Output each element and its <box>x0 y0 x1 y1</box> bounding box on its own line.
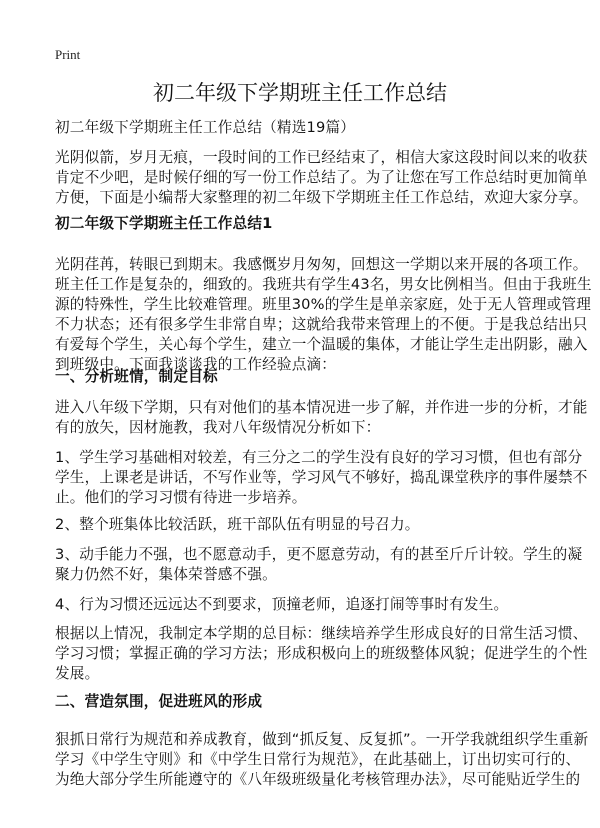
text-line: 有爱每个学生，关心每个学生，建立一个温暖的集体，才能让学生走出阴影，融入 <box>55 336 588 353</box>
text-line: 光阴似箭，岁月无痕，一段时间的工作已经结束了，相信大家这段时间以来的收获 <box>55 149 588 166</box>
intro-paragraph <box>55 148 588 208</box>
text-line: 3、动手能力不强，也不愿意动手，更不愿意劳动，有的甚至斤斤计较。学生的凝 <box>55 546 583 563</box>
text-line: 肯定不少吧，是时候仔细的写一份工作总结了。为了让您在写工作总结时更加简单 <box>55 169 588 186</box>
list-item-2 <box>55 515 555 535</box>
text-line: 方便，下面是小编帮大家整理的初二年级下学期班主任工作总结，欢迎大家分享。 <box>55 189 588 206</box>
text-line: 班主任工作是复杂的，细致的。我班共有学生43名，男女比例相当。但由于我班生 <box>55 276 592 293</box>
text-line: 学习《中学生守则》和《中学生日常行为规范》，在此基础上，订出切实可行的、 <box>55 751 581 768</box>
text-line: 光阴荏苒，转眼已到期末。我感慨岁月匆匆，回想这一学期以来开展的各项工作。 <box>55 256 588 273</box>
heading-2-text: 二、营造氛围，促进班风的形成 <box>55 693 263 710</box>
list-item-4 <box>55 595 555 615</box>
text-line: 狠抓日常行为规范和养成教育，做到“抓反复、反复抓”。一开学我就组织学生重新 <box>55 731 589 748</box>
text-line: 学生，上课老是讲话，不写作业等，学习风气不够好，捣乱课堂秩序的事件屡禁不 <box>55 469 588 486</box>
text-line: 学习习惯；掌握正确的学习方法；形成积极向上的班级整体风貌；促进学生的个性 <box>55 645 588 662</box>
paragraph-1 <box>55 255 592 375</box>
paragraph-2 <box>55 398 588 438</box>
text-line: 2、整个班集体比较活跃，班干部队伍有明显的号召力。 <box>55 516 420 533</box>
text-line: 聚力仍然不好，集体荣誉感不强。 <box>55 566 277 583</box>
heading-1-text: 一、分析班情，制定目标 <box>55 368 218 385</box>
text-line: 到班级中。下面我谈谈我的工作经验点滴： <box>55 356 337 373</box>
text-line: 进入八年级下学期，只有对他们的基本情况进一步了解，并作进一步的分析，才能 <box>55 399 588 416</box>
text-line: 1、学生学习基础相对较差，有三分之二的学生没有良好的学习习惯，但也有部分 <box>55 449 583 466</box>
section-title <box>55 214 555 234</box>
text-line: 发展。 <box>55 665 100 682</box>
list-item-1 <box>55 448 588 508</box>
text-line: 有的放矢，因材施教，我对八年级情况分析如下： <box>55 419 381 436</box>
text-line: 为绝大部分学生所能遵守的《八年级班级量化考核管理办法》，尽可能贴近学生的 <box>55 771 581 788</box>
document-title: 初二年级下学期班主任工作总结 <box>153 81 447 105</box>
text-line: 4、行为习惯还远远达不到要求，顶撞老师，追逐打闹等事时有发生。 <box>55 596 509 613</box>
list-item-3 <box>55 545 583 585</box>
paragraph-4 <box>55 730 589 790</box>
print-link[interactable]: Print <box>55 47 81 62</box>
heading-1 <box>55 367 555 387</box>
text-line: 源的特殊性，学生比较难管理。班里30%的学生是单亲家庭，处于无人管理或管理 <box>55 296 592 313</box>
heading-2 <box>55 692 555 712</box>
subtitle-text: 初二年级下学期班主任工作总结（精选19篇） <box>55 119 356 136</box>
section-title-text: 初二年级下学期班主任工作总结1 <box>55 215 273 232</box>
text-line: 不力状态；还有很多学生非常自卑；这就给我带来管理上的不便。于是我总结出只 <box>55 316 588 333</box>
subtitle <box>55 118 555 138</box>
text-line: 止。他们的学习习惯有待进一步培养。 <box>55 489 307 506</box>
paragraph-3 <box>55 624 588 684</box>
text-line: 根据以上情况，我制定本学期的总目标：继续培养学生形成良好的日常生活习惯、 <box>55 625 588 642</box>
